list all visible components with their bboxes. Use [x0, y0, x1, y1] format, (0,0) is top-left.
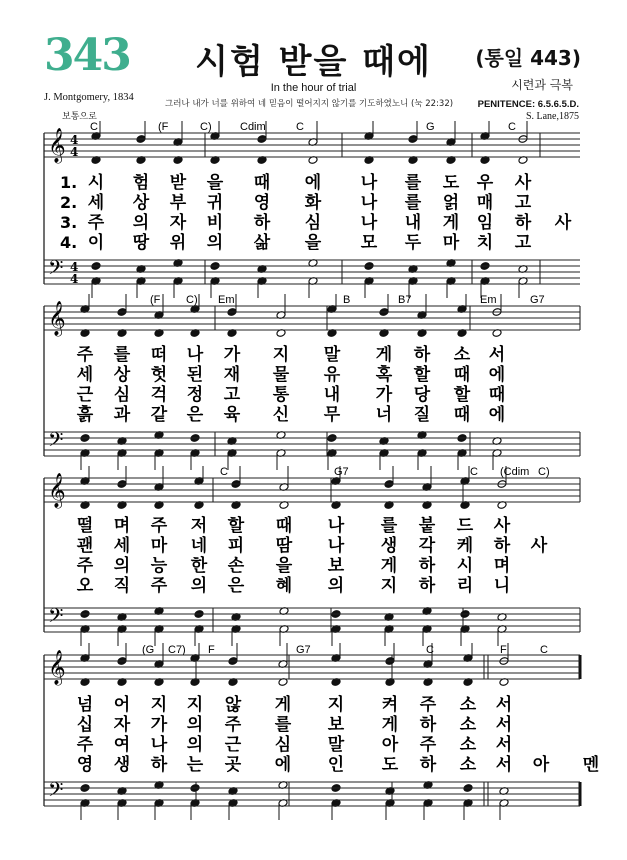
lyric-syllable: 인 [327, 755, 345, 775]
chord-symbol: C) [538, 466, 550, 478]
lyric-syllable: 나 [327, 536, 345, 556]
lyric-syllable: 혜 [275, 576, 293, 596]
bass-clef-icon: 𝄢 [48, 778, 64, 806]
chord-symbol: Em [480, 294, 497, 306]
lyric-syllable: 드 [456, 516, 474, 536]
chord-symbol: (F [158, 121, 169, 133]
chord-symbol: B7 [398, 294, 412, 306]
lyric-syllable: 가 [150, 715, 168, 735]
lyric-syllable: 근 [76, 385, 94, 405]
lyric-syllable: 켜 [381, 695, 399, 715]
lyric-syllable: 말 [327, 735, 345, 755]
lyric-syllable: 흙 [76, 405, 94, 425]
lyric-syllable: 물 [272, 365, 290, 385]
lyric-syllable: 나 [360, 193, 378, 213]
time-signature: 4 [70, 272, 79, 286]
lyric-syllable: 에 [488, 405, 506, 425]
lyric-syllable: 에 [488, 365, 506, 385]
lyric-syllable: 소 [459, 735, 477, 755]
hymn-category: 시련과 극복 [511, 78, 573, 92]
lyric-syllable: 영 [253, 193, 271, 213]
treble-clef-icon: 𝄞 [48, 301, 66, 336]
lyric-syllable: 가 [223, 345, 241, 365]
verse-number: 2. [60, 193, 78, 212]
lyric-syllable: 과 [113, 405, 131, 425]
chord-symbol: G7 [296, 644, 311, 656]
lyric-syllable: 내 [404, 213, 422, 233]
lyric-syllable: 붙 [418, 516, 436, 536]
lyric-syllable: 게 [381, 715, 399, 735]
lyric-syllable: 내 [323, 385, 341, 405]
lyric-syllable: 이 [87, 233, 105, 253]
lyric-syllable: 때 [488, 385, 506, 405]
lyric-syllable: 하 [150, 755, 168, 775]
lyric-syllable: 손 [227, 556, 245, 576]
lyric-syllable: 오 [76, 576, 94, 596]
lyric-syllable: 무 [323, 405, 341, 425]
lyric-syllable: 을 [275, 556, 293, 576]
lyric-syllable: 아 [381, 735, 399, 755]
lyric-syllable: 을 [206, 173, 224, 193]
lyric-syllable: 주 [150, 516, 168, 536]
chord-symbol: C [540, 644, 548, 656]
lyric-syllable: 정 [186, 385, 204, 405]
lyric-syllable: 육 [223, 405, 241, 425]
chord-symbol: C7) [168, 644, 186, 656]
lyric-syllable: 지 [380, 576, 398, 596]
lyric-syllable: 케 [456, 536, 474, 556]
lyric-syllable: 리 [456, 576, 474, 596]
lyric-syllable: 를 [274, 715, 292, 735]
lyric-syllable: 주 [150, 576, 168, 596]
chord-symbol: F [500, 644, 507, 656]
lyric-syllable: 서 [495, 695, 513, 715]
lyric-syllable: 나 [327, 516, 345, 536]
lyric-syllable: 당 [413, 385, 431, 405]
lyric-syllable: 지 [150, 695, 168, 715]
lyric-syllable: 에 [274, 755, 292, 775]
lyric-syllable: 은 [227, 576, 245, 596]
lyric-syllable: 시 [456, 556, 474, 576]
lyric-syllable: 자 [113, 715, 131, 735]
lyric-syllable: 여 [113, 735, 131, 755]
unified-number: (통일 443) [475, 46, 581, 70]
lyric-syllable: 도 [442, 173, 460, 193]
lyric-syllable: 를 [380, 516, 398, 536]
lyric-syllable: 할 [413, 365, 431, 385]
lyric-syllable: 의 [327, 576, 345, 596]
lyric-syllable: 않 [224, 695, 242, 715]
lyric-syllable: 상 [132, 193, 150, 213]
lyric-syllable: 주 [76, 556, 94, 576]
lyric-syllable: 마 [442, 233, 460, 253]
lyric-syllable: 의 [206, 233, 224, 253]
lyric-syllable: 너 [375, 405, 393, 425]
verse-number: 4. [60, 233, 78, 252]
lyric-syllable: 때 [453, 405, 471, 425]
lyric-syllable: 귀 [206, 193, 224, 213]
lyric-syllable: 된 [186, 365, 204, 385]
lyric-syllable: 주 [87, 213, 105, 233]
lyric-syllable: 걱 [150, 385, 168, 405]
lyric-syllable: 가 [375, 385, 393, 405]
hymn-title: 시험 받을 때에 [195, 42, 432, 82]
treble-staff [44, 133, 580, 157]
composer-credit: S. Lane,1875 [525, 111, 579, 122]
lyric-syllable: 각 [418, 536, 436, 556]
lyric-syllable: 주 [419, 695, 437, 715]
music-system-1 [44, 121, 572, 298]
lyric-syllable: 생 [113, 755, 131, 775]
lyric-syllable: 사 [554, 213, 572, 233]
lyric-syllable: 삶 [253, 233, 271, 253]
time-signature: 4 [70, 145, 79, 159]
lyric-syllable: 심 [113, 385, 131, 405]
chord-symbol: (G [142, 644, 155, 656]
lyric-syllable: 는 [186, 755, 204, 775]
lyric-syllable: 사 [514, 173, 532, 193]
lyric-syllable: 자 [169, 213, 187, 233]
lyric-syllable: 고 [223, 385, 241, 405]
treble-clef-icon: 𝄞 [48, 473, 66, 508]
bass-clef-icon: 𝄢 [48, 604, 64, 632]
lyric-syllable: 혹 [375, 365, 393, 385]
lyric-syllable: 십 [76, 715, 94, 735]
chord-symbol: F [208, 644, 215, 656]
lyric-syllable: 임 [476, 213, 494, 233]
lyric-syllable: 게 [380, 556, 398, 576]
lyric-syllable: 하 [419, 715, 437, 735]
lyric-syllable: 나 [150, 735, 168, 755]
lyric-syllable: 를 [404, 193, 422, 213]
lyric-syllable: 니 [493, 576, 511, 596]
lyric-syllable: 치 [476, 233, 494, 253]
lyric-syllable: 영 [76, 755, 94, 775]
lyric-syllable: 멘 [582, 755, 600, 775]
lyric-syllable: 의 [113, 556, 131, 576]
lyricist-credit: J. Montgomery, 1834 [44, 92, 134, 103]
treble-clef-icon: 𝄞 [48, 128, 66, 163]
lyric-syllable: 소 [459, 755, 477, 775]
lyric-syllable: 생 [380, 536, 398, 556]
chord-symbol: (Cdim [500, 466, 530, 478]
chord-symbol: C [220, 466, 228, 478]
music-system-4 [44, 643, 599, 820]
english-subtitle: In the hour of trial [270, 82, 357, 94]
lyric-syllable: 를 [113, 345, 131, 365]
lyric-syllable: 아 [532, 755, 550, 775]
lyric-syllable: 시 [87, 173, 105, 193]
lyric-syllable: 을 [304, 233, 322, 253]
lyric-syllable: 괜 [76, 536, 94, 556]
lyric-syllable: 땅 [132, 233, 150, 253]
lyric-syllable: 얽 [442, 193, 460, 213]
lyric-syllable: 나 [360, 173, 378, 193]
lyric-syllable: 직 [113, 576, 131, 596]
lyric-syllable: 의 [186, 715, 204, 735]
chord-symbol: G7 [334, 466, 349, 478]
lyric-syllable: 소 [453, 345, 471, 365]
lyric-syllable: 비 [206, 213, 224, 233]
lyric-syllable: 하 [418, 556, 436, 576]
lyric-syllable: 에 [304, 173, 322, 193]
lyric-syllable: 도 [381, 755, 399, 775]
lyric-syllable: 주 [224, 715, 242, 735]
lyric-syllable: 한 [190, 556, 208, 576]
chord-symbol: C) [186, 294, 198, 306]
lyric-syllable: 땀 [275, 536, 293, 556]
lyric-syllable: 은 [186, 405, 204, 425]
lyric-syllable: 지 [186, 695, 204, 715]
lyric-syllable: 고 [514, 233, 532, 253]
lyric-syllable: 보 [327, 715, 345, 735]
lyric-syllable: 며 [113, 516, 131, 536]
lyric-syllable: 모 [360, 233, 378, 253]
chord-symbol: C [470, 466, 478, 478]
lyric-syllable: 우 [476, 173, 494, 193]
lyric-syllable: 같 [150, 405, 168, 425]
lyric-syllable: 신 [272, 405, 290, 425]
lyric-syllable: 때 [275, 516, 293, 536]
lyric-syllable: 마 [150, 536, 168, 556]
chord-symbol: B [343, 294, 351, 306]
lyric-syllable: 사 [530, 536, 548, 556]
lyric-syllable: 어 [113, 695, 131, 715]
lyric-syllable: 떨 [76, 516, 94, 536]
lyric-syllable: 화 [304, 193, 322, 213]
lyric-syllable: 주 [76, 345, 94, 365]
hymn-number: 343 [44, 30, 130, 81]
lyric-syllable: 의 [190, 576, 208, 596]
tune-meter: PENITENCE: 6.5.6.5.D. [477, 99, 579, 110]
lyric-syllable: 할 [227, 516, 245, 536]
lyric-syllable: 소 [459, 695, 477, 715]
music-system-3 [44, 466, 580, 646]
bass-clef-icon: 𝄢 [48, 428, 64, 456]
lyric-syllable: 세 [87, 193, 105, 213]
chord-symbol: C [296, 121, 304, 133]
scripture-reference: 그러나 내가 너를 위하여 네 믿음이 떨어지지 않기를 기도하였노니 (눅 22:32) [165, 99, 454, 109]
chord-symbol: C [508, 121, 516, 133]
lyric-syllable: 의 [132, 213, 150, 233]
lyric-syllable: 서 [495, 735, 513, 755]
lyric-syllable: 피 [227, 536, 245, 556]
bass-clef-icon: 𝄢 [48, 256, 64, 284]
lyric-syllable: 하 [514, 213, 532, 233]
lyric-syllable: 소 [459, 715, 477, 735]
lyric-syllable: 를 [404, 173, 422, 193]
lyric-syllable: 서 [495, 715, 513, 735]
lyric-syllable: 능 [150, 556, 168, 576]
lyric-syllable: 하 [419, 755, 437, 775]
lyric-syllable: 지 [327, 695, 345, 715]
lyric-syllable: 넘 [76, 695, 94, 715]
chord-symbol: C) [200, 121, 212, 133]
lyric-syllable: 게 [274, 695, 292, 715]
lyric-syllable: 부 [169, 193, 187, 213]
lyric-syllable: 하 [413, 345, 431, 365]
lyric-syllable: 게 [442, 213, 460, 233]
lyric-syllable: 유 [323, 365, 341, 385]
chord-symbol: Cdim [240, 121, 266, 133]
treble-clef-icon: 𝄞 [48, 650, 66, 685]
verse-number: 3. [60, 213, 78, 232]
lyric-syllable: 하 [418, 576, 436, 596]
time-signature: 4 [70, 133, 79, 147]
chord-symbol: G [426, 121, 435, 133]
lyric-syllable: 두 [404, 233, 422, 253]
tempo-marking: 보통으로 [62, 112, 97, 122]
lyric-syllable: 근 [224, 735, 242, 755]
chord-symbol: G7 [530, 294, 545, 306]
lyric-syllable: 보 [327, 556, 345, 576]
lyric-syllable: 지 [272, 345, 290, 365]
chord-symbol: Em [218, 294, 235, 306]
chord-symbol: C [90, 121, 98, 133]
lyric-syllable: 주 [76, 735, 94, 755]
chord-symbol: (F [150, 294, 161, 306]
lyric-syllable: 말 [323, 345, 341, 365]
lyric-syllable: 심 [274, 735, 292, 755]
lyric-syllable: 재 [223, 365, 241, 385]
lyric-syllable: 헛 [150, 365, 168, 385]
lyric-syllable: 세 [76, 365, 94, 385]
lyric-syllable: 떠 [150, 345, 168, 365]
lyric-syllable: 할 [453, 385, 471, 405]
lyric-syllable: 곳 [224, 755, 242, 775]
lyric-syllable: 사 [493, 516, 511, 536]
lyric-syllable: 주 [419, 735, 437, 755]
lyric-syllable: 하 [493, 536, 511, 556]
lyric-syllable: 질 [413, 405, 431, 425]
lyric-syllable: 심 [304, 213, 322, 233]
lyric-syllable: 서 [488, 345, 506, 365]
lyric-syllable: 험 [132, 173, 150, 193]
lyric-syllable: 매 [476, 193, 494, 213]
lyric-syllable: 위 [169, 233, 187, 253]
lyric-syllable: 게 [375, 345, 393, 365]
lyric-syllable: 네 [190, 536, 208, 556]
lyric-syllable: 받 [169, 173, 187, 193]
verse-number: 1. [60, 173, 78, 192]
lyric-syllable: 나 [186, 345, 204, 365]
lyric-syllable: 의 [186, 735, 204, 755]
lyric-syllable: 때 [453, 365, 471, 385]
lyric-syllable: 저 [190, 516, 208, 536]
lyric-syllable: 하 [253, 213, 271, 233]
lyric-syllable: 세 [113, 536, 131, 556]
chord-symbol: C [426, 644, 434, 656]
lyric-syllable: 때 [253, 173, 271, 193]
lyric-syllable: 통 [272, 385, 290, 405]
time-signature: 4 [70, 260, 79, 274]
lyric-syllable: 서 [495, 755, 513, 775]
lyric-syllable: 상 [113, 365, 131, 385]
lyric-syllable: 고 [514, 193, 532, 213]
lyric-syllable: 며 [493, 556, 511, 576]
lyric-syllable: 나 [360, 213, 378, 233]
